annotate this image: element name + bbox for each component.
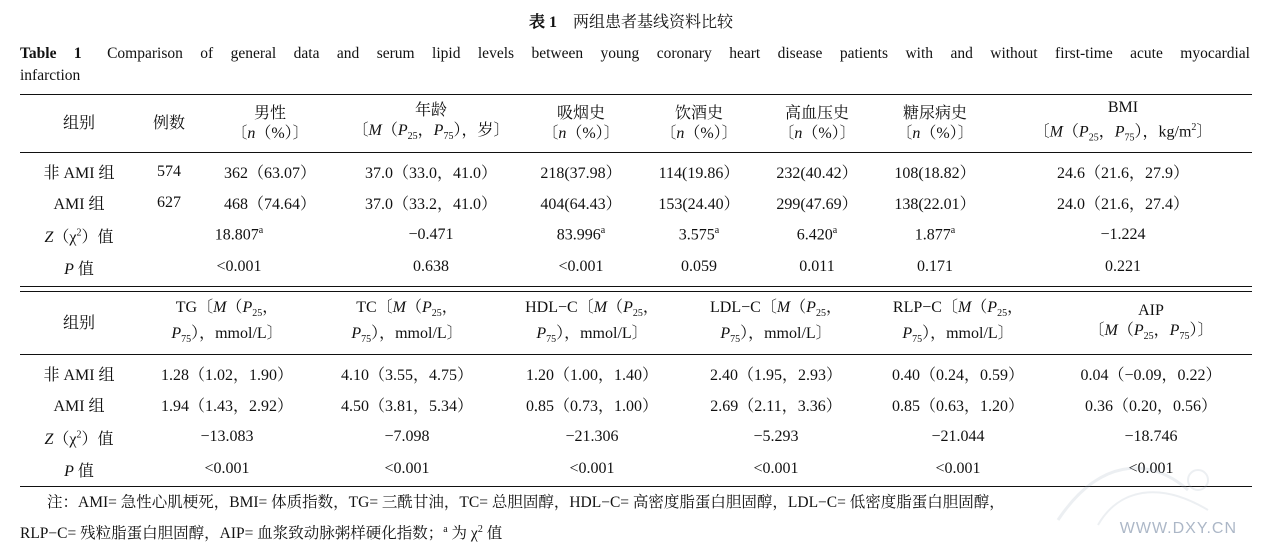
p-row: P 值 <0.001 <0.001 <0.001 <0.001 <0.001 <0.001 xyxy=(20,454,1252,484)
stat-label: $Z(\chi^2)$值 xyxy=(44,227,114,246)
caption-cn-title: 两组患者基线资料比较 xyxy=(573,14,734,31)
table-row: AMI 组 1.94（1.43，2.92） 4.50（3.81，5.34） 0.85（0.73，1.00） 2.69（2.11，3.36） 0.85（0.63，1.20） 0.36（0.20，0.56） xyxy=(53,398,1217,415)
header-aip: AIP 〔$M(P_{25}$，$P_{75}$）〕 xyxy=(1088,301,1214,342)
header-ldl: LDL−C〔$M(P_{25}$， $P_{75}$），mmol/L〕 xyxy=(710,298,842,345)
header-age: 年龄 〔$M(P_{25}$，$P_{75}$），岁〕 xyxy=(352,101,510,142)
caption-cn-label: 表 1 xyxy=(528,14,557,31)
header-diabetes: 糖尿病史 〔n（%）〕 xyxy=(896,104,974,142)
caption-cn xyxy=(0,9,1262,32)
header-bmi: BMI 〔$M(P_{25}$，$P_{75}$），$kg/m^2$〕 xyxy=(1033,99,1213,144)
header-rlp: RLP−C〔$M(P_{25}$， $P_{75}$），mmol/L〕 xyxy=(892,298,1024,345)
table-row: 非 AMI 组 1.28（1.02，1.90） 4.10（3.55，4.75） 1.20（1.00，1.40） 2.40（1.95，2.93） 0.40（0.24，0.59） 0.04（−0.09，0.22） xyxy=(43,367,1222,384)
table-divider-2 xyxy=(20,291,1252,292)
table-divider-1 xyxy=(20,286,1252,287)
stat-label: $Z(\chi^2)$值 xyxy=(44,429,114,448)
header-hypertension: 高血压史 〔n（%）〕 xyxy=(778,104,856,142)
header-male: 男性 〔n（%）〕 xyxy=(231,104,309,142)
note-line-2: RLP−C= 残粒脂蛋白胆固醇，AIP= 血浆致动脉粥样硬化指数；$^a$ 为 $\chi^2$ 值 xyxy=(20,524,503,543)
note-line-1: 注：AMI= 急性心肌梗死，BMI= 体质指数，TG= 三酰甘油，TC= 总胆固醇，HDL−C= 高密度脂蛋白胆固醇，LDL−C= 低密度脂蛋白胆固醇， xyxy=(47,494,1005,511)
watermark-text: WWW.DXY.CN xyxy=(1119,520,1237,537)
header-tg: TG〔$M(P_{25}$， $P_{75}$），mmol/L〕 xyxy=(171,298,283,345)
stat-row: $Z(\chi^2)$值 −13.083 −7.098 −21.306 −5.293 −21.044 −18.746 xyxy=(20,420,1252,454)
caption-en-line2: infarction xyxy=(20,67,81,84)
table-row: 非 AMI 组 574 362（63.07） 37.0（33.0，41.0） 218(37.98） 114(19.86） 232(40.42） 108(18.82） 24.6（21.6，27.9） xyxy=(43,162,1189,182)
caption-en-label: Table 1 xyxy=(20,45,82,62)
header-group: 组别 xyxy=(62,114,95,132)
header-count: 例数 xyxy=(152,114,185,132)
header-drinking: 饮酒史 〔n（%）〕 xyxy=(660,104,738,142)
table2-header-row xyxy=(20,294,1252,354)
caption-en-title: Comparison of general data and serum lipid levels between young coronary heart disease patients with and without first-time acute myocardial xyxy=(107,45,1250,62)
p-label: P 值 xyxy=(64,260,94,278)
header-tc: TC〔$M(P_{25}$， $P_{75}$），mmol/L〕 xyxy=(351,298,463,345)
table-row: AMI 组 627 468（74.64） 37.0（33.2，41.0） 404(64.43） 153(24.40） 299(47.69） 138(22.01） 24.0（21.6，27.4） xyxy=(53,193,1189,213)
p-row: P 值 <0.001 0.638 <0.001 0.059 0.011 0.171 0.221 xyxy=(20,252,1252,282)
header-smoking: 吸烟史 〔n（%）〕 xyxy=(542,104,620,142)
baseline-table xyxy=(20,96,1252,282)
table1-header-row xyxy=(20,96,1252,152)
header-group: 组别 xyxy=(62,314,95,332)
caption-en xyxy=(20,40,1250,67)
table1-top-rule xyxy=(20,94,1252,95)
p-label: P 值 xyxy=(64,462,94,480)
stat-row: $Z(\chi^2)$值 18.807$^a$ −0.471 83.996$^a$ 3.575$^a$ 6.420$^a$ 1.877$^a$ −1.224 xyxy=(20,218,1252,252)
header-hdl: HDL−C〔$M(P_{25}$， $P_{75}$），mmol/L〕 xyxy=(525,298,659,345)
